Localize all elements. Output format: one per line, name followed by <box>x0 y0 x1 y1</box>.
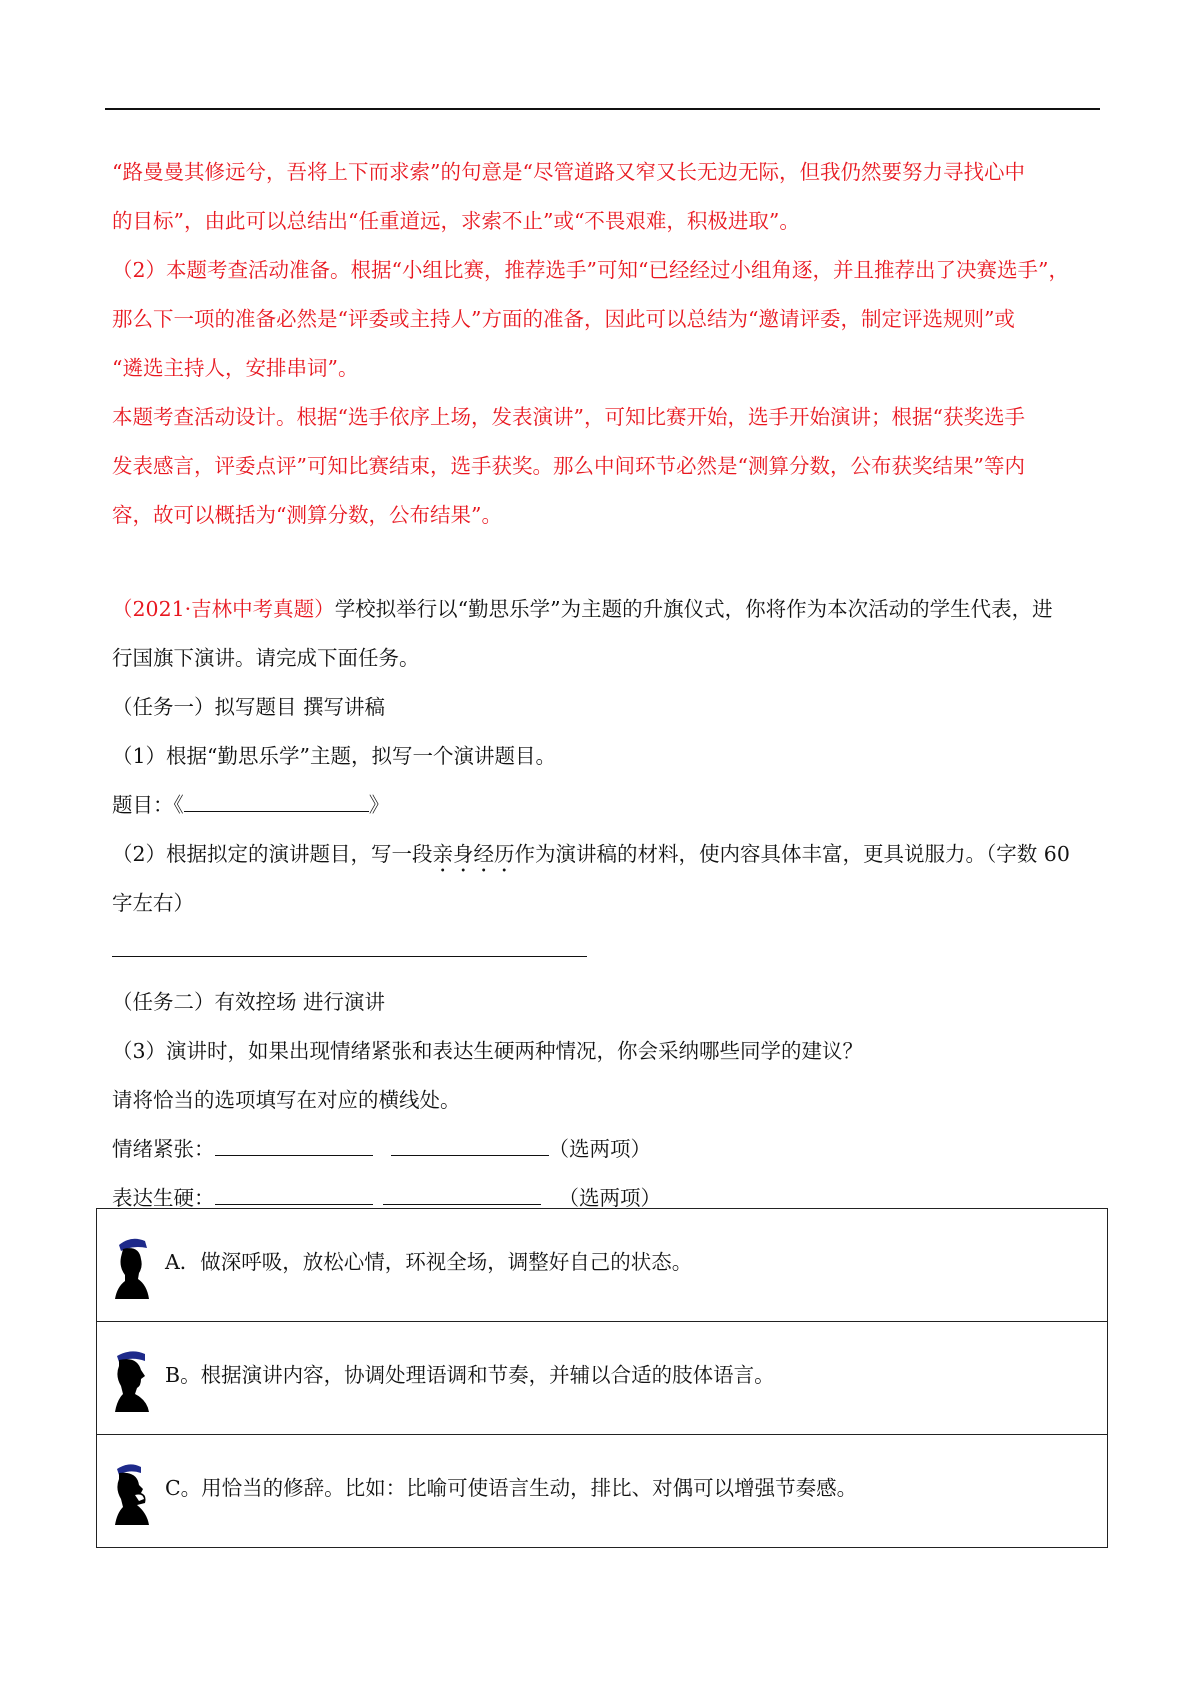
nervous-blank-2[interactable] <box>391 1133 549 1156</box>
answer-line: （2）本题考查活动准备。根据“小组比赛，推荐选手”可知“已经经过小组角逐，并且推荐出了决赛选手”， <box>112 258 1069 282</box>
q2-text-2: 字左右） <box>112 891 194 915</box>
nervous-row <box>112 1125 1097 1174</box>
nervous-blank-1[interactable] <box>215 1133 373 1156</box>
q2-before: （2）根据拟定的演讲题目，写一段 <box>112 842 433 866</box>
option-row-a <box>97 1209 1107 1322</box>
option-row-c <box>97 1435 1107 1547</box>
question-source: （2021·吉林中考真题） <box>112 597 335 621</box>
header-rule <box>105 108 1100 110</box>
nervous-label: 情绪紧张： <box>112 1137 215 1161</box>
title-answer-row <box>112 781 1097 830</box>
answer-line: 本题考查活动设计。根据“选手依序上场，发表演讲”，可知比赛开始，选手开始演讲；根据“获奖选手 <box>112 405 1025 429</box>
question-intro <box>112 585 1097 634</box>
answer-line: 发表感言，评委点评”可知比赛结束，选手获奖。那么中间环节必然是“测算分数，公布获奖结果”等内 <box>112 454 1025 478</box>
q2-text <box>112 830 1097 879</box>
title-blank[interactable] <box>184 789 369 812</box>
thinking-student-silhouette-icon <box>111 1459 155 1527</box>
q2-after: 作为演讲稿的材料，使内容具体丰富，更具说服力。（字数 60 <box>514 842 1070 866</box>
stiff-blank-1[interactable] <box>215 1182 373 1205</box>
options-table <box>96 1208 1108 1548</box>
nervous-note: （选两项） <box>548 1137 651 1161</box>
option-b-text: B。根据演讲内容，协调处理语调和节奏，并辅以合适的肢体语言。 <box>165 1363 775 1387</box>
answer-line: “遴选主持人，安排串词”。 <box>112 356 359 380</box>
student-silhouette-icon <box>111 1346 155 1414</box>
option-c-text: C。用恰当的修辞。比如：比喻可使语言生动，排比、对偶可以增强节奏感。 <box>165 1476 858 1500</box>
intro-text-2: 行国旗下演讲。请完成下面任务。 <box>112 646 420 670</box>
option-row-b <box>97 1322 1107 1435</box>
question-block <box>112 585 1097 1223</box>
title-prefix: 题目：《 <box>112 793 184 817</box>
stiff-label: 表达生硬： <box>112 1186 215 1210</box>
answer-line: “路曼曼其修远兮，吾将上下而求索”的句意是“尽管道路又窄又长无边无际，但我仍然要努力寻找心中 <box>112 160 1025 184</box>
task2-title: （任务二）有效控场 进行演讲 <box>112 990 386 1014</box>
q2-answer-line[interactable] <box>112 928 587 957</box>
student-silhouette-icon <box>111 1233 155 1301</box>
answer-line: 容，故可以概括为“测算分数，公布结果”。 <box>112 503 502 527</box>
answer-line: 的目标”，由此可以总结出“任重道远，求索不止”或“不畏艰难，积极进取”。 <box>112 209 800 233</box>
stiff-note: （选两项） <box>558 1186 661 1210</box>
title-suffix: 》 <box>368 793 390 817</box>
q3-text: （3）演讲时，如果出现情绪紧张和表达生硬两种情况，你会采纳哪些同学的建议？ <box>112 1039 864 1063</box>
answer-line: 那么下一项的准备必然是“评委或主持人”方面的准备，因此可以总结为“邀请评委，制定评选规则”或 <box>112 307 1015 331</box>
intro-text: 学校拟举行以“勤思乐学”为主题的升旗仪式，你将作为本次活动的学生代表，进 <box>334 597 1053 621</box>
task1-title: （任务一）拟写题目 撰写讲稿 <box>112 695 386 719</box>
stiff-blank-2[interactable] <box>383 1182 541 1205</box>
q1-text: （1）根据“勤思乐学”主题，拟写一个演讲题目。 <box>112 744 557 768</box>
q3-text-2: 请将恰当的选项填写在对应的横线处。 <box>112 1088 461 1112</box>
option-a-text: A．做深呼吸，放松心情，环视全场，调整好自己的状态。 <box>165 1250 693 1274</box>
q2-emphasis: 亲身经历 <box>432 842 515 866</box>
answer-explanation <box>112 148 1097 540</box>
